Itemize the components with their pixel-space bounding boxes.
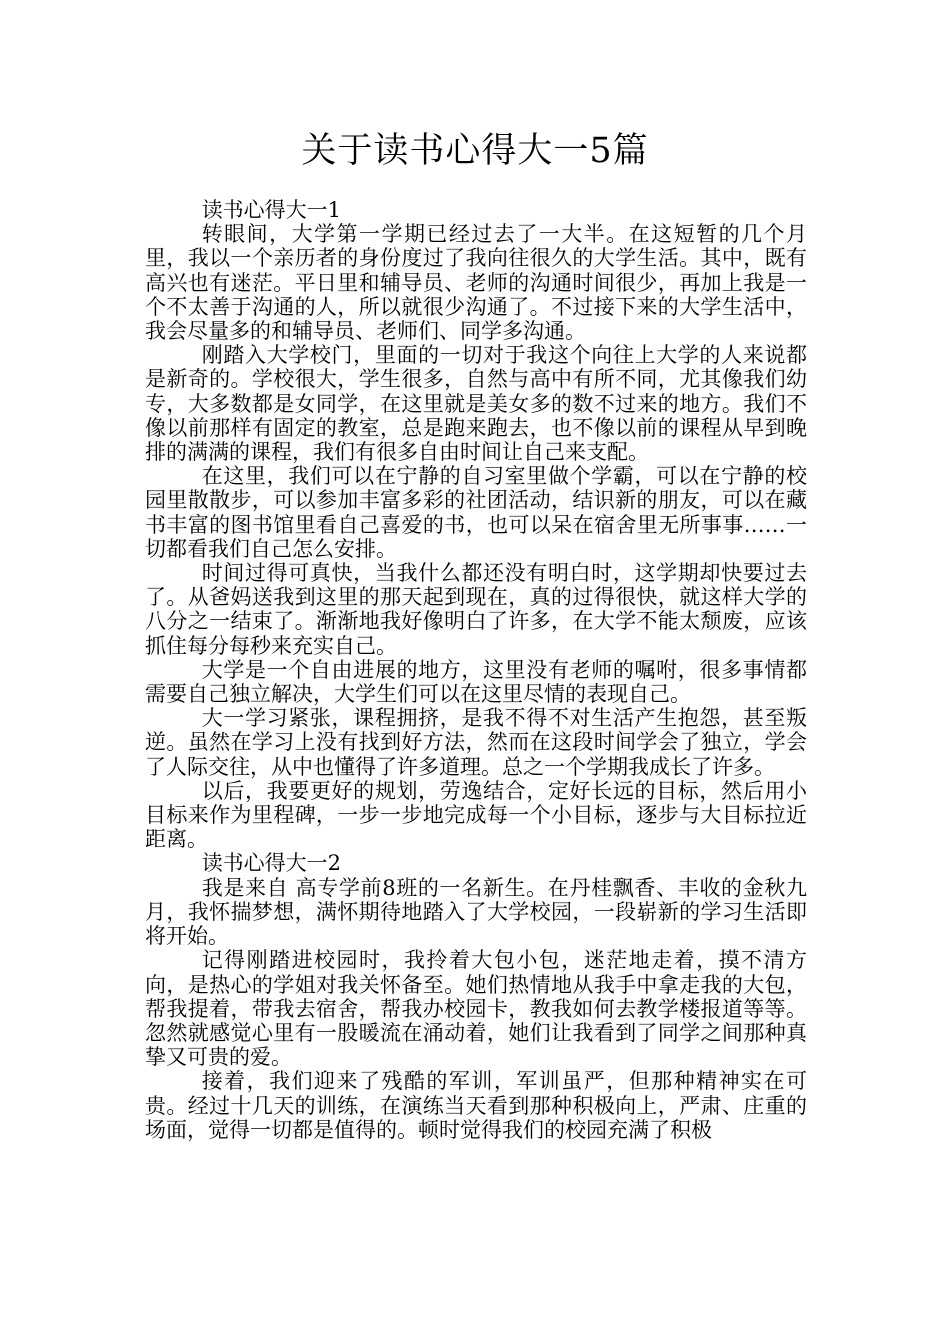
section-heading: 读书心得大一1 <box>201 198 342 222</box>
paragraph: 大一学习紧张，课程拥挤，是我不得不对生活产生抱怨，甚至叛逆。虽然在学习上没有找到好方法，然而在这段时间学会了独立，学会了人际交往，从中也懂得了许多道理。总之一个学期我成长了许多。 <box>145 706 807 779</box>
section-heading: 读书心得大一2 <box>201 851 342 876</box>
section <box>145 851 807 1141</box>
paragraph: 在这里，我们可以在宁静的自习室里做个学霸，可以在宁静的校园里散散步，可以参加丰富多彩的社团活动，结识新的朋友，可以在藏书丰富的图书馆里看自己喜爱的书，也可以呆在宿舍里无所事事……一切都看我们自己怎么安排。 <box>145 464 807 561</box>
paragraph: 大学是一个自由进展的地方，这里没有老师的嘱咐，很多事情都需要自己独立解决，大学生们可以在这里尽情的表现自己。 <box>145 657 807 707</box>
paragraph: 接着，我们迎来了残酷的军训，军训虽严，但那种精神实在可贵。经过十几天的训练，在演练当天看到那种积极向上，严肃、庄重的场面，觉得一切都是值得的。顿时觉得我们的校园充满了积极 <box>145 1069 807 1142</box>
document-title: 关于读书心得大一5篇 <box>301 131 649 171</box>
paragraph: 我是来自 高专学前8班的一名新生。在丹桂飘香、丰收的金秋九月，我怀揣梦想，满怀期待地踏入了大学校园，一段崭新的学习生活即将开始。 <box>145 875 807 949</box>
section <box>145 198 807 851</box>
paragraph: 记得刚踏进校园时，我拎着大包小包，迷茫地走着，摸不清方向，是热心的学姐对我关怀备至。她们热情地从我手中拿走我的大包，帮我提着，带我去宿舍，帮我办校园卡，教我如何去教学楼报道等等。忽然就感觉心里有一股暖流在涌动着，她们让我看到了同学之间那种真挚又可贵的爱。 <box>145 948 807 1070</box>
paragraph: 转眼间，大学第一学期已经过去了一大半。在这短暂的几个月里，我以一个亲历者的身份度过了我向往很久的大学生活。其中，既有高兴也有迷茫。平日里和辅导员、老师的沟通时间很少，再加上我是一个不太善于沟通的人，所以就很少沟通了。不过接下来的大学生活中，我会尽量多的和辅导员、老师们、同学多沟通。 <box>145 222 807 344</box>
paragraph: 以后，我要更好的规划，劳逸结合，定好长远的目标，然后用小目标来作为里程碑，一步一步地完成每一个小目标，逐步与大目标拉近距离。 <box>145 778 807 852</box>
document-body <box>145 198 807 1142</box>
paragraph: 刚踏入大学校门，里面的一切对于我这个向往上大学的人来说都是新奇的。学校很大，学生很多，自然与高中有所不同，尤其像我们幼专，大多数都是女同学，在这里就是美女多的数不过来的地方。我们不像以前那样有固定的教室，总是跑来跑去，也不像以前的课程从早到晚排的满满的课程，我们有很多自由时间让自己来支配。 <box>145 343 807 465</box>
paragraph: 时间过得可真快，当我什么都还没有明白时，这学期却快要过去了。从爸妈送我到这里的那天起到现在，真的过得很快，就这样大学的八分之一结束了。渐渐地我好像明白了许多，在大学不能太颓废，应该抓住每分每秒来充实自己。 <box>145 561 807 658</box>
